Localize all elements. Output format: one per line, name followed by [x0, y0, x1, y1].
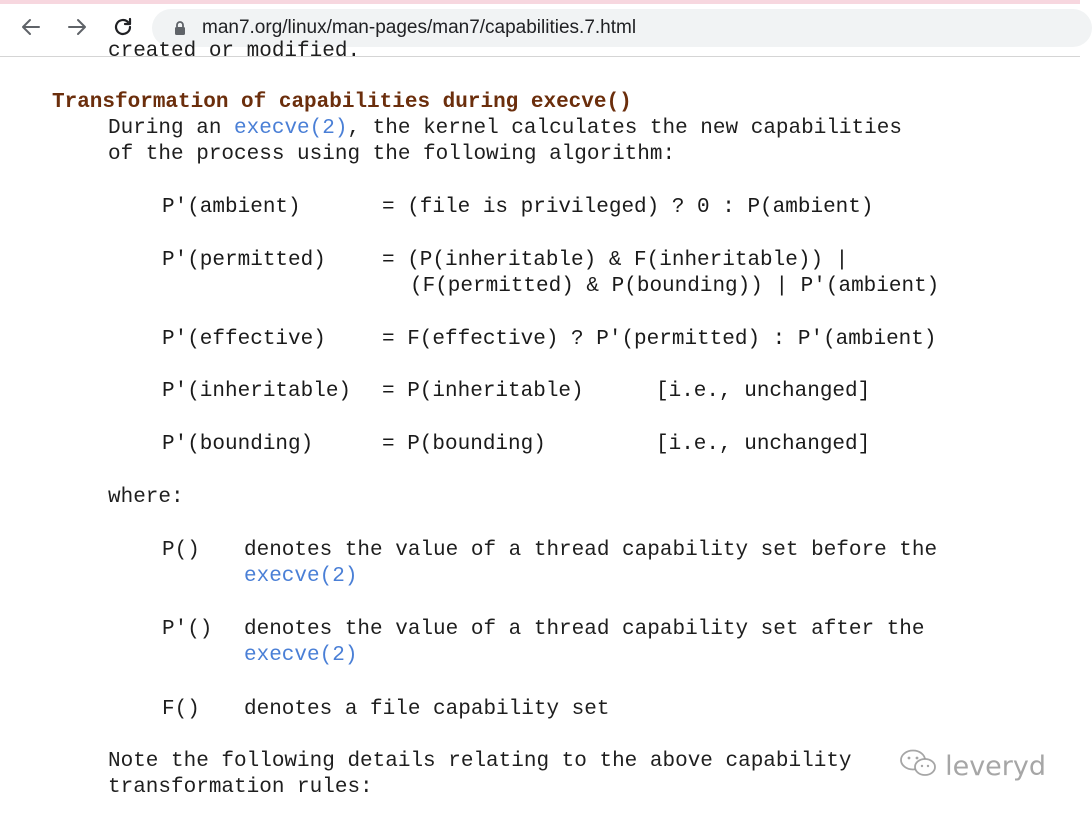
partial-line: created or modified.	[108, 40, 361, 63]
arrow-right-icon	[66, 16, 88, 38]
intro-text-1: During an	[108, 117, 235, 140]
reload-button[interactable]	[108, 12, 138, 42]
watermark-text: leveryd	[945, 751, 1046, 782]
formula-name: P'(permitted)	[162, 249, 326, 272]
formula-note: [i.e., unchanged]	[656, 380, 871, 403]
definition-text: denotes a file capability set	[244, 698, 610, 721]
back-button[interactable]	[16, 12, 46, 42]
execve-link[interactable]: execve(2)	[244, 565, 358, 588]
formula-note: [i.e., unchanged]	[656, 433, 871, 456]
where-label: where:	[108, 486, 184, 509]
intro-line-2: of the process using the following algorithm:	[108, 143, 676, 166]
url-text[interactable]: man7.org/linux/man-pages/man7/capabilities.7.html	[202, 17, 637, 38]
definition-text: denotes the value of a thread capability set before the	[244, 539, 938, 562]
formula-expression: = F(effective) ? P'(permitted) : P'(ambient)	[382, 328, 937, 351]
formula-expression: = (file is privileged) ? 0 : P(ambient)	[382, 196, 874, 219]
forward-button[interactable]	[62, 12, 92, 42]
definition-text: denotes the value of a thread capability set after the	[244, 618, 925, 641]
execve-link[interactable]: execve(2)	[244, 644, 358, 667]
watermark	[899, 748, 1046, 785]
formula-name: P'(effective)	[162, 328, 326, 351]
formula-expression: = (P(inheritable) & F(inheritable)) |	[382, 249, 849, 272]
reload-icon	[112, 16, 134, 38]
lock-icon	[172, 20, 188, 36]
definition-term: P()	[162, 539, 200, 562]
formula-expression: = P(inheritable)	[382, 380, 584, 403]
formula-name: P'(inheritable)	[162, 380, 352, 403]
page-content	[0, 40, 1080, 819]
formula-name: P'(ambient)	[162, 196, 301, 219]
intro-text-2: , the kernel calculates the new capabilities	[347, 117, 902, 140]
formula-name: P'(bounding)	[162, 433, 314, 456]
execve-link[interactable]: execve(2)	[234, 117, 348, 140]
definition-term: P'()	[162, 618, 213, 641]
note-line-2: transformation rules:	[108, 776, 373, 799]
formula-expression-continued: (F(permitted) & P(bounding)) | P'(ambient)	[410, 275, 940, 298]
intro-line-1	[108, 116, 902, 142]
definition-term: F()	[162, 698, 200, 721]
formula-expression: = P(bounding)	[382, 433, 546, 456]
note-line-1: Note the following details relating to the above capability	[108, 750, 852, 773]
tab-strip-accent	[0, 0, 1080, 4]
arrow-left-icon	[20, 16, 42, 38]
wechat-icon	[899, 748, 939, 785]
section-heading: Transformation of capabilities during execve()	[52, 91, 632, 114]
